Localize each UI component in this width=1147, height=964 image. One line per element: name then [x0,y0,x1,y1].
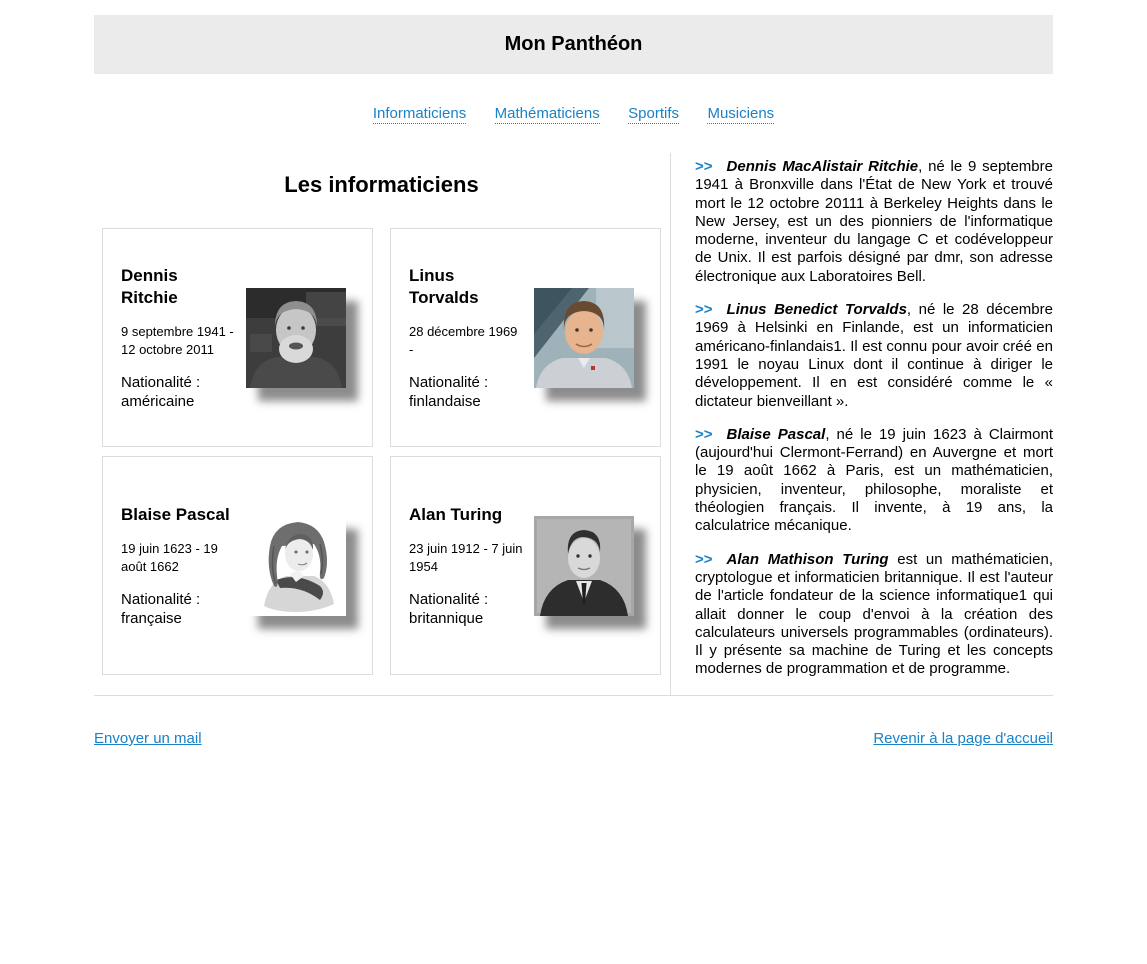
blaise-pascal-photo [246,516,346,616]
section-heading: Les informaticiens [284,172,479,197]
home-page-link[interactable]: Revenir à la page d'accueil [873,730,1053,747]
bio-person-name: Linus Benedict Torvalds [726,301,907,319]
person-name: Dennis Ritchie [121,265,178,307]
bio-person-name: Blaise Pascal [726,425,826,443]
bio-person-name: Dennis MacAlistair Ritchie [726,158,919,175]
bio-marker: >> [695,158,713,175]
bio-linus-torvalds [695,301,1053,411]
page-footer [94,730,1053,917]
people-section [94,153,671,695]
person-nationality: Nationalité : française [121,590,201,627]
main-content [94,153,1053,696]
bio-text: , né le 28 décembre 1969 à Helsinki en Finlande, est un informaticien américano-finlandais1. Il est connu pour avoir créé en 1991 le noyau Linux dont il continue à diriger le développement. Il en est considéré comme le « dictateur bienveillant ». [695,301,1053,410]
nav-link-musiciens[interactable]: Musiciens [707,105,775,122]
person-nationality: Nationalité : finlandaise [409,373,489,410]
person-nationality: Nationalité : américaine [121,373,201,410]
cards-grid [102,228,661,675]
card-info [121,504,246,628]
card-info [121,265,246,411]
nav-link-mathematiciens[interactable]: Mathématiciens [494,105,600,122]
bio-text: est un mathématicien, cryptologue et informaticien britannique. Il est l'auteur de l'article fondateur de la science informatique1 qui allait donner le coup d'envoi à la création des calculateurs universels programmables (ordinateurs). Il y présente sa machine de Turing et les concepts modernes de programmation et de programme. [695,550,1053,678]
bio-marker: >> [695,301,713,319]
person-dates: 28 décembre 1969 - [409,323,518,357]
bio-dennis-ritchie [695,158,1053,286]
nav-link-sportifs[interactable]: Sportifs [628,105,680,122]
header-banner [94,15,1053,74]
biographies-aside [671,153,1053,695]
bio-text: , né le 19 juin 1623 à Clairmont (aujourd'hui Clermont-Ferrand) en Auvergne et mort le 19 août 1662 à Paris, est un mathématicien, physicien, inventeur, philosophe, moraliste et théologien français. Il invente, à 19 ans, la calculatrice mécanique. [695,425,1053,535]
person-name: Blaise Pascal [121,504,230,524]
person-name: Linus Torvalds [409,265,479,307]
person-name: Alan Turing [409,504,503,524]
bio-text: , né le 9 septembre 1941 à Bronxville dans l'État de New York et trouvé mort le 12 octobre 20111 à Berkeley Heights dans le New Jersey, est un des pionniers de l'informatique moderne, inventeur du langage C et codéveloppeur de Unix. Il est parfois désigné par dmr, son adresse électronique aux Laboratoires Bell. [695,158,1053,285]
card-info [409,504,534,628]
bio-blaise-pascal [695,426,1053,536]
site-title: Mon Panthéon [504,33,643,55]
person-nationality: Nationalité : britannique [409,590,489,627]
page-container [94,15,1053,917]
send-mail-link[interactable]: Envoyer un mail [94,730,202,747]
person-card-dennis-ritchie [102,228,373,447]
person-card-alan-turing [390,456,661,675]
bio-marker: >> [695,550,713,568]
person-card-linus-torvalds [390,228,661,447]
bio-alan-turing [695,551,1053,679]
bio-marker: >> [695,425,713,443]
person-dates: 19 juin 1623 - 19 août 1662 [121,540,218,574]
person-card-blaise-pascal [102,456,373,675]
main-nav [94,105,1053,123]
alan-turing-photo [534,516,634,616]
person-dates: 23 juin 1912 - 7 juin 1954 [409,540,523,574]
bio-person-name: Alan Mathison Turing [726,550,889,568]
dennis-ritchie-photo [246,288,346,388]
nav-link-informaticiens[interactable]: Informaticiens [372,105,467,122]
person-dates: 9 septembre 1941 - 12 octobre 2011 [121,323,234,357]
card-info [409,265,534,411]
linus-torvalds-photo [534,288,634,388]
